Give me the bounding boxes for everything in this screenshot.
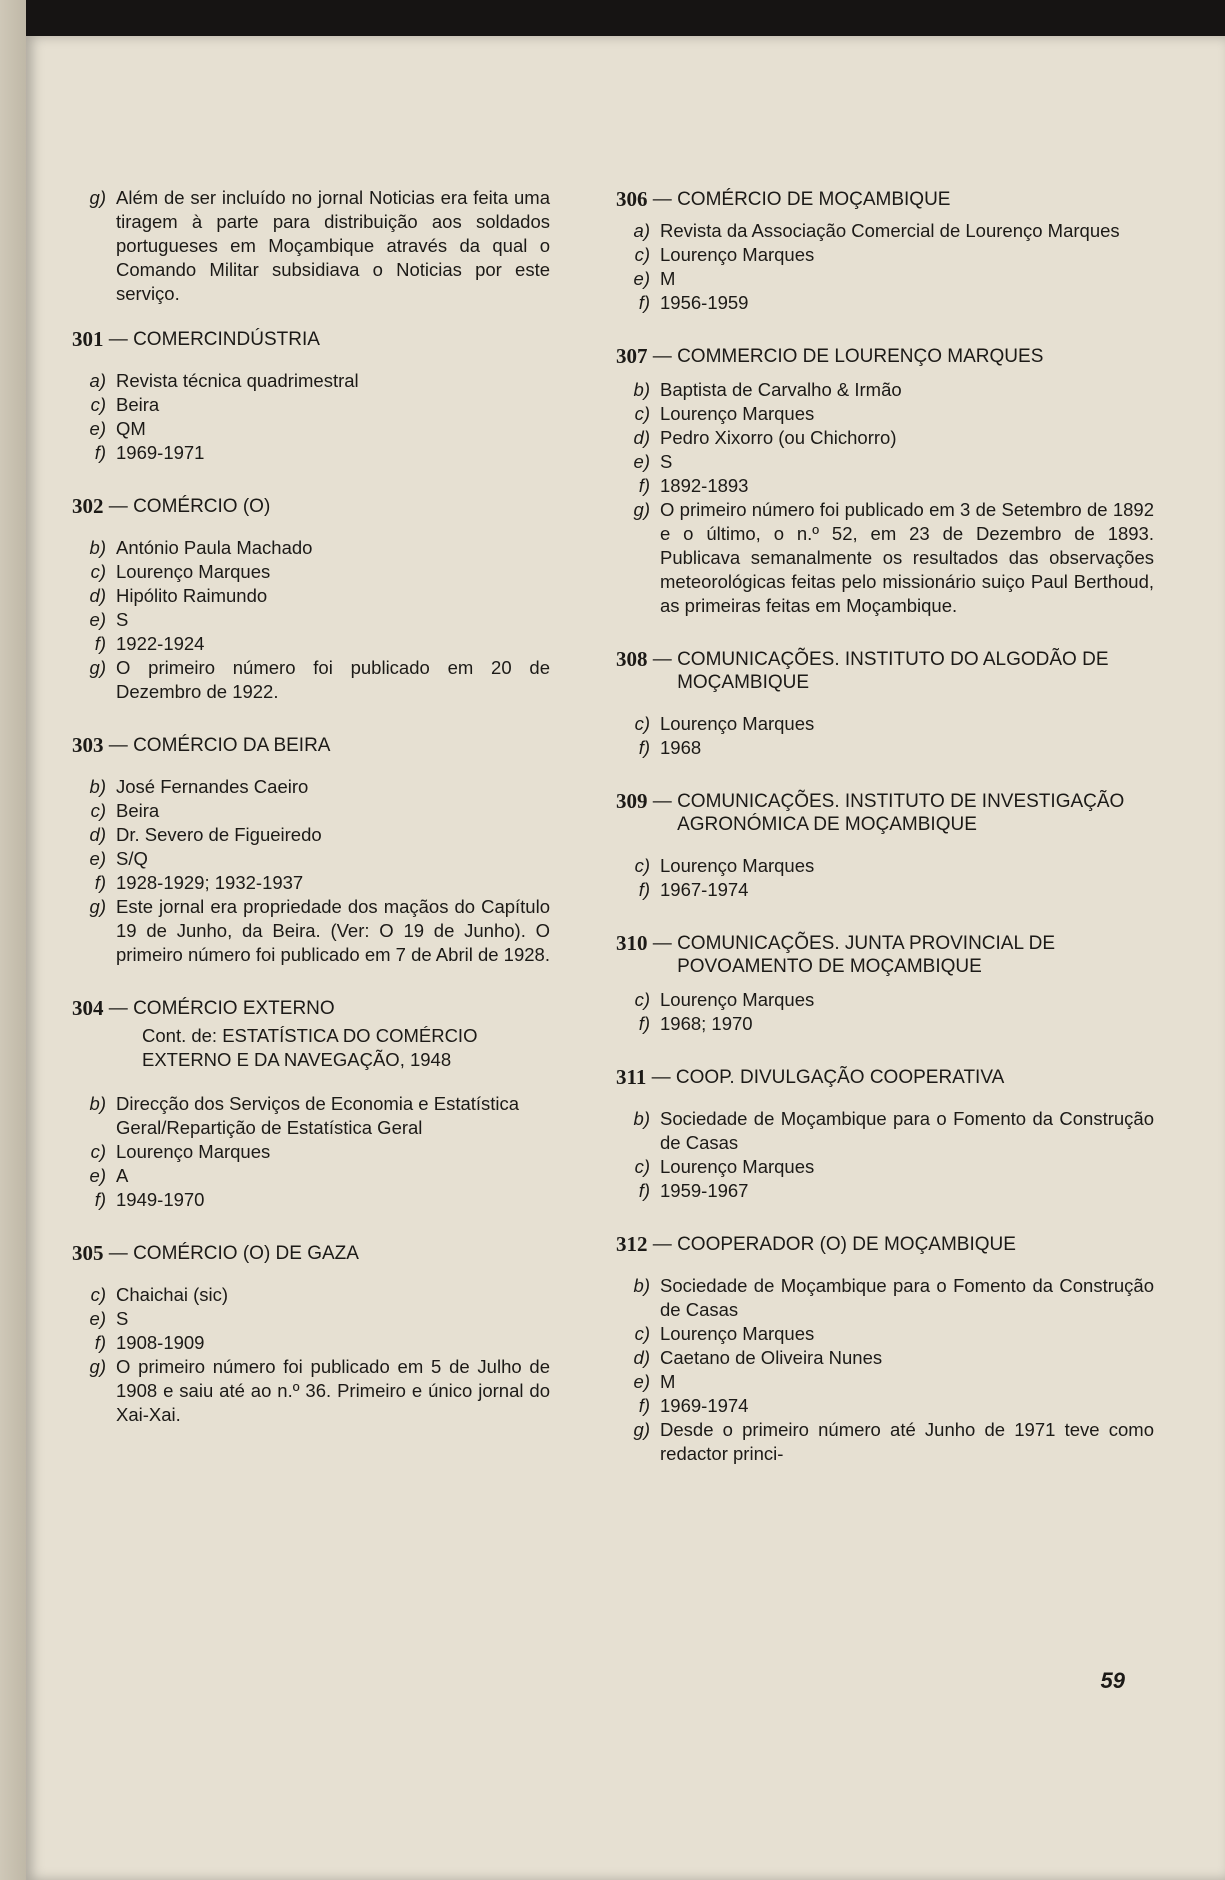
field-value: M: [660, 268, 676, 289]
field-row: [616, 291, 1154, 315]
entry-number: 308: [616, 647, 648, 671]
field-label: g): [89, 1356, 106, 1377]
field-row: [72, 369, 550, 393]
entry-312: [616, 1233, 1154, 1466]
entry-number: 310: [616, 931, 648, 955]
entry-307: [616, 345, 1154, 618]
field-row: [72, 656, 550, 704]
field-value: O primeiro número foi publicado em 20 de Dezembro de 1922.: [116, 657, 550, 702]
field-label: f): [638, 1013, 650, 1034]
field-label: d): [89, 585, 106, 606]
field-value: Revista técnica quadrimestral: [116, 370, 359, 391]
field-value: Dr. Severo de Figueiredo: [116, 824, 322, 845]
entry-heading: 302 — COMÉRCIO (O): [72, 495, 550, 518]
field-value: Hipólito Raimundo: [116, 585, 268, 606]
field-value: QM: [116, 418, 146, 439]
field-row: [72, 1140, 550, 1164]
field-row: [72, 417, 550, 441]
entry-title: COOPERADOR (O) DE MOÇAMBIQUE: [677, 1234, 1016, 1255]
field-label: d): [633, 1347, 650, 1368]
field-value: Beira: [116, 800, 160, 821]
field-label: g): [89, 187, 106, 208]
field-label: g): [633, 499, 650, 520]
field-row: [616, 1012, 1154, 1036]
entry-number: 311: [616, 1065, 647, 1089]
left-column: [72, 186, 550, 1457]
entry-311: [616, 1066, 1154, 1203]
field-label: f): [638, 1180, 650, 1201]
book-spine-edge: [0, 0, 26, 1880]
entry-310: [616, 932, 1154, 1036]
field-row: [72, 1307, 550, 1331]
field-row: [616, 1179, 1154, 1203]
field-label: e): [633, 268, 650, 289]
field-value: 1969-1971: [116, 442, 205, 463]
field-label: c): [90, 394, 106, 415]
entry-308: [616, 648, 1154, 760]
field-value: José Fernandes Caeiro: [116, 776, 309, 797]
field-label: e): [633, 451, 650, 472]
field-label: g): [89, 896, 106, 917]
field-value: Lourenço Marques: [660, 244, 815, 265]
field-label: e): [89, 1165, 106, 1186]
field-value: M: [660, 1371, 676, 1392]
field-value: 1968: [660, 737, 702, 758]
field-value: S: [116, 1308, 129, 1329]
field-label: c): [90, 1284, 106, 1305]
field-row: [616, 426, 1154, 450]
entry-title: COMÉRCIO DE MOÇAMBIQUE: [677, 189, 951, 210]
field-label: f): [94, 1332, 106, 1353]
field-value: 1928-1929; 1932-1937: [116, 872, 304, 893]
entry-title: COMERCINDÚSTRIA: [133, 329, 320, 350]
field-row: [72, 871, 550, 895]
field-value: 1967-1974: [660, 879, 749, 900]
field-row: [616, 219, 1154, 243]
field-value: Direcção dos Serviços de Economia e Estatística Geral/Repartição de Estatística Geral: [116, 1093, 520, 1138]
entry-304: [72, 997, 550, 1212]
entry-305: [72, 1242, 550, 1427]
field-value: S/Q: [116, 848, 148, 869]
field-label: b): [89, 1093, 106, 1114]
field-row: [72, 186, 550, 306]
field-value: Sociedade de Moçambique para o Fomento da Construção de Casas: [660, 1108, 1154, 1153]
field-label: c): [634, 855, 650, 876]
entry-number: 303: [72, 733, 104, 757]
field-row: [616, 378, 1154, 402]
field-row: [616, 474, 1154, 498]
entry-number: 305: [72, 1241, 104, 1265]
field-value: Beira: [116, 394, 160, 415]
entry-title: COMUNICAÇÕES. INSTITUTO DO ALGODÃO DE MOÇAMBIQUE: [677, 649, 1109, 693]
entry-title: COMÉRCIO (O): [133, 496, 271, 517]
entry-heading: 301 — COMERCINDÚSTRIA: [72, 328, 550, 351]
field-row: [616, 1370, 1154, 1394]
entry-heading: 308 — COMUNICAÇÕES. INSTITUTO DO ALGODÃO DE MOÇAMBIQUE: [616, 648, 1154, 694]
field-row: [616, 1274, 1154, 1322]
field-value: 1949-1970: [116, 1189, 205, 1210]
field-value: Sociedade de Moçambique para o Fomento da Construção de Casas: [660, 1275, 1154, 1320]
field-label: c): [634, 713, 650, 734]
field-value: 1892-1893: [660, 475, 749, 496]
entry-300-continuation: [72, 186, 550, 306]
field-row: [72, 441, 550, 465]
field-row: [616, 498, 1154, 618]
continuation-note: Cont. de: ESTATÍSTICA DO COMÉRCIO EXTERNO E DA NAVEGAÇÃO, 1948: [142, 1025, 478, 1070]
field-label: c): [90, 1141, 106, 1162]
field-label: c): [634, 1156, 650, 1177]
entry-heading: 309 — COMUNICAÇÕES. INSTITUTO DE INVESTIGAÇÃO AGRONÓMICA DE MOÇAMBIQUE: [616, 790, 1154, 836]
field-label: f): [94, 633, 106, 654]
field-label: f): [638, 1395, 650, 1416]
field-value: Pedro Xixorro (ou Chichorro): [660, 427, 897, 448]
field-value: 1959-1967: [660, 1180, 749, 1201]
field-label: f): [94, 1189, 106, 1210]
field-label: c): [634, 989, 650, 1010]
field-row: [72, 584, 550, 608]
entry-heading: 305 — COMÉRCIO (O) DE GAZA: [72, 1242, 550, 1265]
entry-301: [72, 328, 550, 465]
field-value: Lourenço Marques: [660, 1323, 815, 1344]
field-label: c): [634, 244, 650, 265]
page-number: 59: [1100, 1668, 1125, 1693]
field-row: [72, 799, 550, 823]
field-row: [72, 1188, 550, 1212]
field-value: O primeiro número foi publicado em 5 de Julho de 1908 e saiu até ao n.º 36. Primeiro e único jornal do Xai-Xai.: [116, 1356, 550, 1425]
field-label: c): [90, 800, 106, 821]
entry-heading: 310 — COMUNICAÇÕES. JUNTA PROVINCIAL DE POVOAMENTO DE MOÇAMBIQUE: [616, 932, 1154, 978]
field-row: [616, 736, 1154, 760]
entry-302: [72, 495, 550, 704]
field-label: b): [633, 1275, 650, 1296]
field-row: [616, 712, 1154, 736]
field-value: S: [660, 451, 673, 472]
entry-heading: 306 — COMÉRCIO DE MOÇAMBIQUE: [616, 188, 1154, 211]
field-label: c): [634, 1323, 650, 1344]
entry-number: 301: [72, 327, 104, 351]
field-value: Lourenço Marques: [660, 403, 815, 424]
field-label: d): [89, 824, 106, 845]
field-value: 1922-1924: [116, 633, 205, 654]
entry-title: COOP. DIVULGAÇÃO COOPERATIVA: [675, 1067, 1005, 1088]
field-value: Lourenço Marques: [660, 855, 815, 876]
field-value: 1956-1959: [660, 292, 749, 313]
field-value: Desde o primeiro número até Junho de 1971 teve como redactor princi-: [660, 1419, 1154, 1464]
field-value: 1969-1974: [660, 1395, 749, 1416]
field-row: [616, 450, 1154, 474]
field-label: f): [94, 442, 106, 463]
field-value: Lourenço Marques: [660, 989, 815, 1010]
right-column: [616, 188, 1154, 1496]
field-row: [72, 536, 550, 560]
field-value: Lourenço Marques: [660, 713, 815, 734]
field-label: b): [89, 537, 106, 558]
field-row: [616, 878, 1154, 902]
field-value: Este jornal era propriedade dos maçãos do Capítulo 19 de Junho, da Beira. (Ver: O 19 de Junho). O primeiro número foi publicado em 7 de Abril de 1928.: [116, 896, 550, 965]
field-row: [616, 243, 1154, 267]
entry-number: 302: [72, 494, 104, 518]
field-row: [616, 854, 1154, 878]
field-label: d): [633, 427, 650, 448]
field-label: g): [633, 1419, 650, 1440]
field-label: e): [89, 848, 106, 869]
entry-number: 306: [616, 187, 648, 211]
field-row: [72, 895, 550, 967]
field-row: [72, 1283, 550, 1307]
entry-title: COMÉRCIO EXTERNO: [133, 998, 335, 1019]
field-label: b): [89, 776, 106, 797]
entry-title: COMÉRCIO DA BEIRA: [133, 735, 331, 756]
entry-heading: 312 — COOPERADOR (O) DE MOÇAMBIQUE: [616, 1233, 1154, 1256]
field-row: [616, 1155, 1154, 1179]
field-value: Lourenço Marques: [116, 561, 271, 582]
field-row: [72, 775, 550, 799]
field-label: e): [633, 1371, 650, 1392]
field-row: [616, 1322, 1154, 1346]
entry-number: 304: [72, 996, 104, 1020]
field-value: Além de ser incluído no jornal Noticias era feita uma tiragem à parte para distribuição aos soldados portugueses em Moçambique através da qual o Comando Militar subsidiava o Noticias por este serviço.: [116, 187, 550, 304]
field-value: Chaichai (sic): [116, 1284, 229, 1305]
field-row: [72, 608, 550, 632]
field-label: g): [89, 657, 106, 678]
entry-306: [616, 188, 1154, 315]
entry-title: COMMERCIO DE LOURENÇO MARQUES: [677, 346, 1044, 367]
field-value: 1908-1909: [116, 1332, 205, 1353]
field-label: e): [89, 1308, 106, 1329]
field-value: S: [116, 609, 129, 630]
field-label: a): [89, 370, 106, 391]
entry-309: [616, 790, 1154, 902]
entry-number: 307: [616, 344, 648, 368]
entry-heading: 303 — COMÉRCIO DA BEIRA: [72, 734, 550, 757]
entry-heading: 307 — COMMERCIO DE LOURENÇO MARQUES: [616, 345, 1154, 368]
field-label: e): [89, 418, 106, 439]
field-label: f): [638, 292, 650, 313]
field-value: Revista da Associação Comercial de Lourenço Marques: [660, 220, 1120, 241]
field-label: f): [94, 872, 106, 893]
entry-number: 309: [616, 789, 648, 813]
field-label: f): [638, 879, 650, 900]
field-row: [616, 267, 1154, 291]
field-value: Lourenço Marques: [116, 1141, 271, 1162]
entry-heading: 311 — COOP. DIVULGAÇÃO COOPERATIVA: [616, 1066, 1154, 1089]
field-value: António Paula Machado: [116, 537, 313, 558]
entry-heading: 304 — COMÉRCIO EXTERNO: [72, 997, 550, 1020]
field-row: [616, 988, 1154, 1012]
field-row: [616, 1394, 1154, 1418]
field-row: [72, 632, 550, 656]
field-label: c): [634, 403, 650, 424]
field-row: [72, 847, 550, 871]
field-value: Baptista de Carvalho & Irmão: [660, 379, 902, 400]
entry-303: [72, 734, 550, 967]
entry-title: COMUNICAÇÕES. INSTITUTO DE INVESTIGAÇÃO AGRONÓMICA DE MOÇAMBIQUE: [677, 791, 1125, 835]
field-row: [616, 1346, 1154, 1370]
field-label: e): [89, 609, 106, 630]
field-value: A: [116, 1165, 129, 1186]
field-row: [72, 393, 550, 417]
field-row: [72, 1355, 550, 1427]
field-label: f): [638, 475, 650, 496]
field-label: f): [638, 737, 650, 758]
field-row: [72, 1092, 550, 1140]
field-row: [616, 1107, 1154, 1155]
field-row: [616, 402, 1154, 426]
field-label: c): [90, 561, 106, 582]
field-row: [72, 560, 550, 584]
field-label: a): [633, 220, 650, 241]
entry-title: COMUNICAÇÕES. JUNTA PROVINCIAL DE POVOAMENTO DE MOÇAMBIQUE: [677, 933, 1056, 977]
field-label: b): [633, 379, 650, 400]
field-value: 1968; 1970: [660, 1013, 753, 1034]
document-page: [26, 36, 1225, 1880]
field-value: Lourenço Marques: [660, 1156, 815, 1177]
field-row: [616, 1418, 1154, 1466]
field-value: Caetano de Oliveira Nunes: [660, 1347, 883, 1368]
field-row: [72, 1331, 550, 1355]
field-value: O primeiro número foi publicado em 3 de Setembro de 1892 e o último, o n.º 52, em 23 de Dezembro de 1893. Publicava semanalmente os resultados das observações meteorológicas feitas pelo missionário suiço Paul Berthoud, as primeiras feitas em Moçambique.: [660, 499, 1154, 616]
entry-number: 312: [616, 1232, 648, 1256]
field-label: b): [633, 1108, 650, 1129]
field-row: [72, 1164, 550, 1188]
field-row: [72, 823, 550, 847]
entry-title: COMÉRCIO (O) DE GAZA: [133, 1243, 359, 1264]
